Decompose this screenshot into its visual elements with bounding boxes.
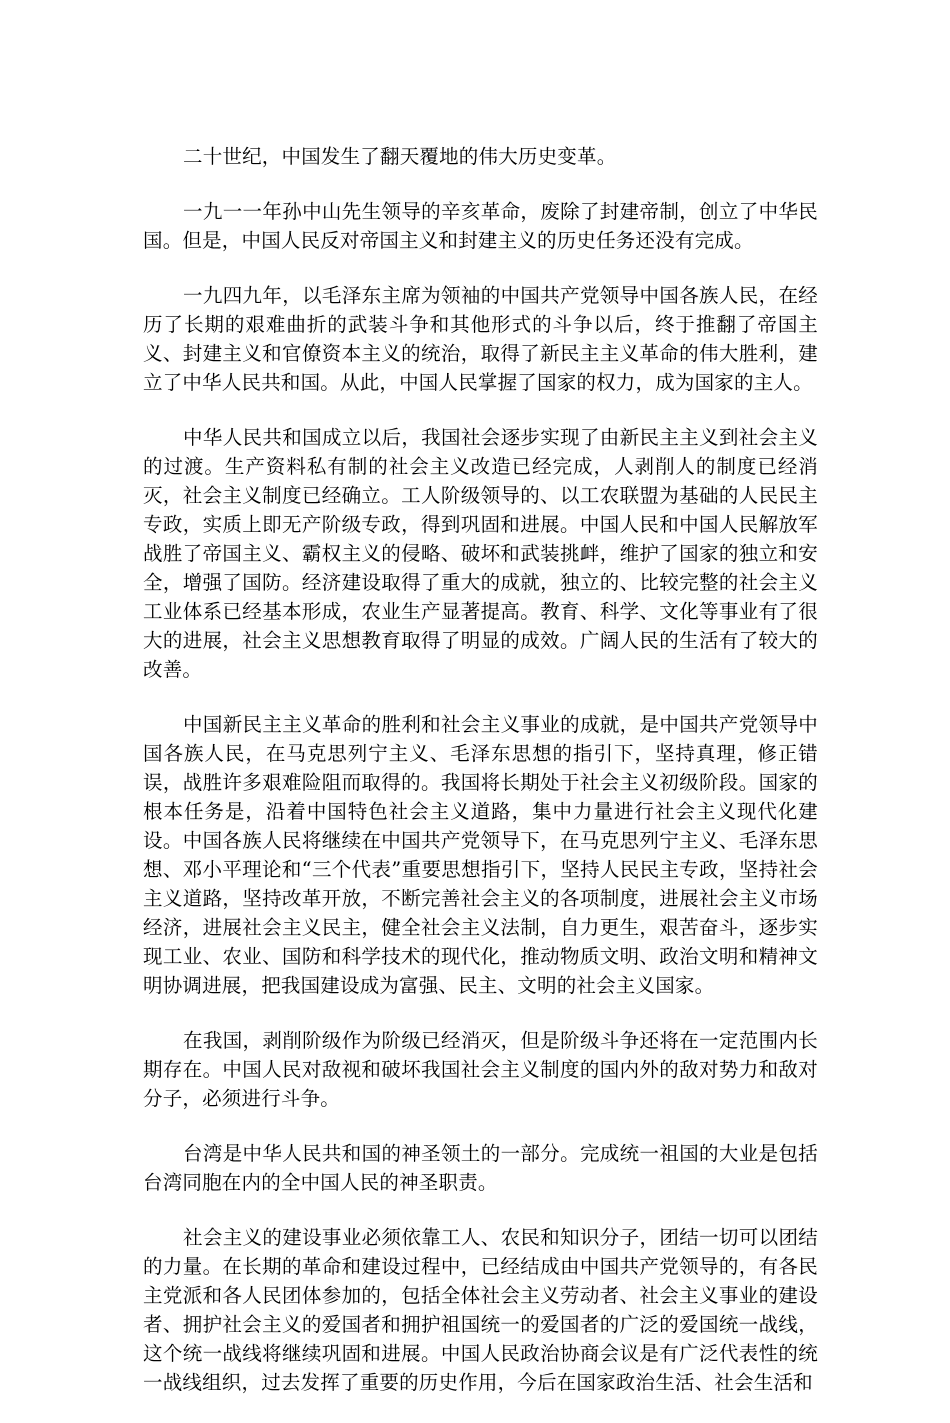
paragraph-8: 社会主义的建设事业必须依靠工人、农民和知识分子，团结一切可以团结的力量。在长期的革命和建设过程中，已经结成由中国共产党领导的，有各民主党派和各人民团体参加的，包括全体社会主义劳动者、社会主义事业的建设者、拥护社会主义的爱国者和拥护祖国统一的爱国者的广泛的爱国统一战线，这个统一战线将继续巩固和进展。中国人民政治协商会议是有广泛代表性的统一战线组织，过去发挥了重要的历史作用，今后在国家政治生活、社会生活和 [143,1226,818,1394]
paragraph-2: 一九一一年孙中山先生领导的辛亥革命，废除了封建帝制，创立了中华民国。但是，中国人民反对帝国主义和封建主义的历史任务还没有完成。 [143,200,818,252]
document-body [143,142,818,1423]
paragraph-6: 在我国，剥削阶级作为阶级已经消灭，但是阶级斗争还将在一定范围内长期存在。中国人民对敌视和破坏我国社会主义制度的国内外的敌对势力和敌对分子，必须进行斗争。 [143,1029,818,1110]
paragraph-5: 中国新民主主义革命的胜利和社会主义事业的成就，是中国共产党领导中国各族人民，在马克思列宁主义、毛泽东思想的指引下，坚持真理，修正错误，战胜许多艰难险阻而取得的。我国将长期处于社会主义初级阶段。国家的根本任务是，沿着中国特色社会主义道路，集中力量进行社会主义现代化建设。中国各族人民将继续在中国共产党领导下，在马克思列宁主义、毛泽东思想、邓小平理论和“三个代表”重要思想指引下，坚持人民民主专政，坚持社会主义道路，坚持改革开放，不断完善社会主义的各项制度，进展社会主义市场经济，进展社会主义民主，健全社会主义法制，自力更生，艰苦奋斗，逐步实现工业、农业、国防和科学技术的现代化，推动物质文明、政治文明和精神文明协调进展，把我国建设成为富强、民主、文明的社会主义国家。 [143,713,818,997]
paragraph-1: 二十世纪，中国发生了翻天覆地的伟大历史变革。 [183,145,617,168]
paragraph-3: 一九四九年，以毛泽东主席为领袖的中国共产党领导中国各族人民，在经历了长期的艰难曲折的武装斗争和其他形式的斗争以后，终于推翻了帝国主义、封建主义和官僚资本主义的统治，取得了新民主主义革命的伟大胜利，建立了中华人民共和国。从此，中国人民掌握了国家的权力，成为国家的主人。 [143,284,818,394]
paragraph-4: 中华人民共和国成立以后，我国社会逐步实现了由新民主主义到社会主义的过渡。生产资料私有制的社会主义改造已经完成，人剥削人的制度已经消灭，社会主义制度已经确立。工人阶级领导的、以工农联盟为基础的人民民主专政，实质上即无产阶级专政，得到巩固和进展。中国人民和中国人民解放军战胜了帝国主义、霸权主义的侵略、破坏和武装挑衅，维护了国家的独立和安全，增强了国防。经济建设取得了重大的成就，独立的、比较完整的社会主义工业体系已经基本形成，农业生产显著提高。教育、科学、文化等事业有了很大的进展，社会主义思想教育取得了明显的成效。广阔人民的生活有了较大的改善。 [143,426,818,681]
paragraph-7: 台湾是中华人民共和国的神圣领土的一部分。完成统一祖国的大业是包括台湾同胞在内的全中国人民的神圣职责。 [143,1142,818,1194]
